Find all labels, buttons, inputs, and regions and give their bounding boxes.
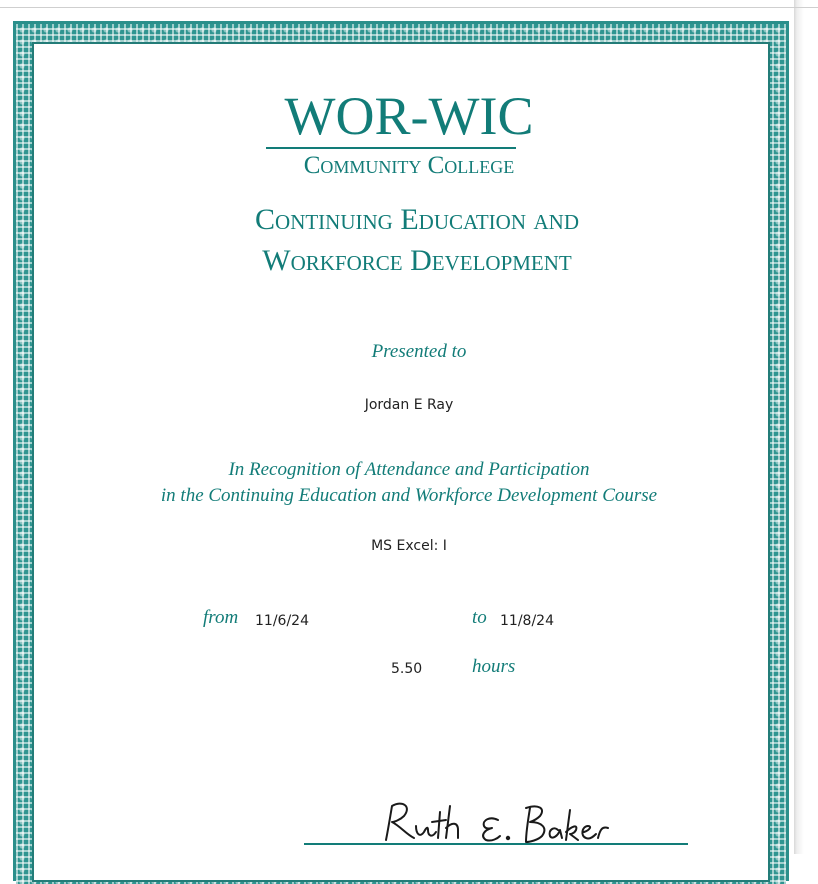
department-line-2: Workforce Development (262, 244, 572, 277)
recipient-name: Jordan E Ray (364, 397, 454, 413)
recognition-line-2: in the Continuing Education and Workforce Development Course (160, 485, 658, 506)
to-label: to (472, 607, 487, 628)
hours-label: hours (472, 656, 516, 677)
course-name: MS Excel: I (371, 538, 447, 554)
title-divider (266, 147, 516, 149)
to-date: 11/8/24 (500, 613, 554, 629)
recognition-line-1: In Recognition of Attendance and Participation (228, 459, 590, 480)
presented-to-label: Presented to (371, 341, 467, 362)
scan-edge-line (0, 7, 818, 8)
college-name: WOR-WIC (284, 86, 534, 146)
college-subtitle: Community College (303, 152, 515, 179)
from-label: from (203, 607, 239, 628)
department-line-1: Continuing Education and (255, 203, 579, 236)
hours-value: 5.50 (391, 661, 423, 677)
signature-line (304, 843, 688, 845)
from-date: 11/6/24 (255, 613, 309, 629)
